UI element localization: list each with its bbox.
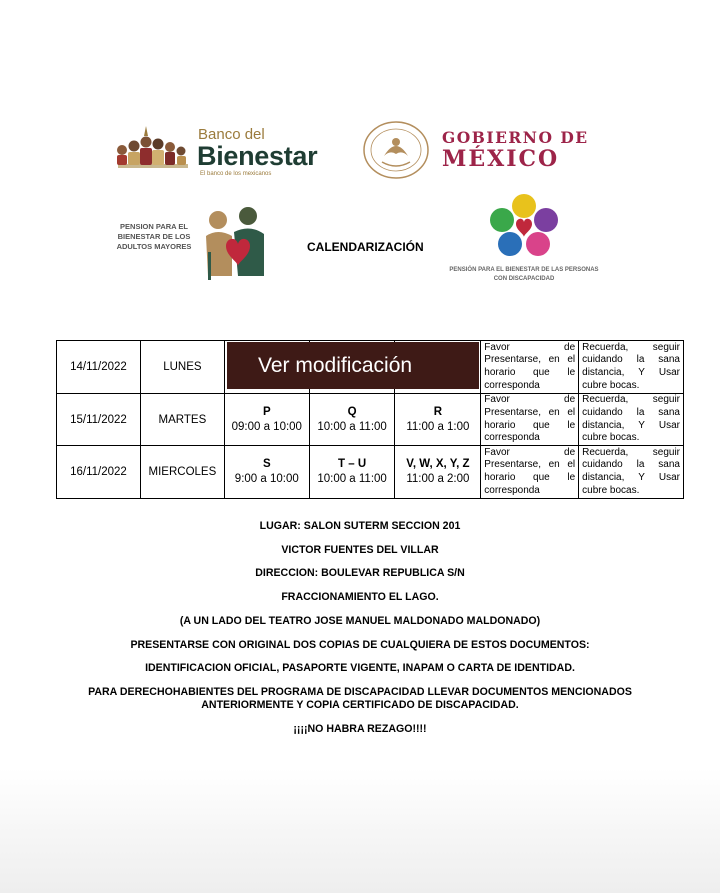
slot-cell <box>224 394 309 446</box>
info-documentos: IDENTIFICACION OFICIAL, PASAPORTE VIGENTE, INAPAM O CARTA DE IDENTIDAD. <box>145 662 575 675</box>
slot-letter: S <box>262 458 271 470</box>
slot-time: 11:00 a 2:00 <box>406 473 470 485</box>
table-row <box>57 446 684 499</box>
info-rezago: ¡¡¡¡NO HABRA REZAGO!!!! <box>293 722 427 735</box>
slot-time: 09:00 a 10:00 <box>231 420 302 433</box>
info-calle: VICTOR FUENTES DEL VILLAR <box>281 543 439 556</box>
banco-big-text: Bienestar <box>197 141 318 171</box>
day-cell: MARTES <box>140 394 224 446</box>
slot-cell <box>309 394 395 446</box>
date-cell: 14/11/2022 <box>57 341 141 394</box>
slot-letter: Q <box>347 405 357 418</box>
slot-cell <box>224 446 309 499</box>
note-presentarse: Favor de Presentarse, en el horario que le corresponda <box>481 394 579 446</box>
slot-cell <box>395 394 481 446</box>
slot-time: 11:00 a 1:00 <box>406 420 470 433</box>
info-fraccionamiento: FRACCIONAMIENTO EL LAGO. <box>281 591 439 604</box>
slot-time: 10:00 a 11:00 <box>317 420 387 433</box>
note-recuerda: Recuerda, seguir cuidando la sana distancia, Y Usar cubre bocas. <box>579 394 684 446</box>
gobierno-line1: GOBIERNO DE <box>442 128 589 147</box>
info-referencia: (A UN LADO DEL TEATRO JOSE MANUEL MALDONADO MALDONADO) <box>179 614 541 627</box>
slot-time: 10:00 a 11:00 <box>317 473 387 485</box>
info-lugar: LUGAR: SALON SUTERM SECCION 201 <box>259 520 461 532</box>
slot-letter: V, W, X, Y, Z <box>406 458 470 470</box>
banco-tagline: El banco de los mexicanos <box>200 171 272 177</box>
date-cell: 15/11/2022 <box>57 394 141 446</box>
slot-letter: T – U <box>338 458 367 470</box>
slot-letter: P <box>262 405 271 418</box>
note-recuerda: Recuerda, seguir cuidando la sana distancia, Y Usar cubre bocas. <box>579 341 684 394</box>
banco-small-text: Banco del <box>198 126 265 143</box>
slot-cell <box>395 446 481 499</box>
slot-time: 9:00 a 10:00 <box>234 473 299 485</box>
ver-modificacion-label: Ver modificación <box>258 353 413 377</box>
banco-bienestar-logo <box>108 120 338 180</box>
day-cell: LUNES <box>140 341 224 394</box>
slot-cell <box>309 446 395 499</box>
note-presentarse: Favor de Presentarse, en el horario que le corresponda <box>481 341 579 394</box>
info-direccion: DIRECCION: BOULEVAR REPUBLICA S/N <box>255 567 465 580</box>
discapacidad-icon <box>488 192 560 258</box>
note-recuerda: Recuerda, seguir cuidando la sana distancia, Y Usar cubre bocas. <box>579 446 684 499</box>
info-section <box>0 520 720 747</box>
note-presentarse: Favor de Presentarse, en el horario que le corresponda <box>481 446 579 499</box>
page-title: CALENDARIZACIÓN <box>307 240 424 254</box>
banco-people-icon <box>108 124 194 172</box>
mexico-seal-icon <box>362 120 430 180</box>
adultos-mayores-icon <box>198 206 273 282</box>
info-presentarse: PRESENTARSE CON ORIGINAL DOS COPIAS DE CUALQUIERA DE ESTOS DOCUMENTOS: <box>130 638 590 651</box>
gobierno-line2: MÉXICO <box>442 146 560 172</box>
adultos-mayores-label: PENSION PARA EL BIENESTAR DE LOS ADULTOS MAYORES <box>116 222 192 251</box>
info-discapacidad-1: PARA DERECHOHABIENTES DEL PROGRAMA DE DISCAPACIDAD LLEVAR DOCUMENTOS MENCIONADOS <box>88 685 632 698</box>
header-logos <box>0 112 720 182</box>
slot-letter: R <box>433 405 443 418</box>
ver-modificacion-button[interactable] <box>227 342 479 389</box>
date-cell: 16/11/2022 <box>57 446 141 499</box>
discapacidad-label: PENSIÓN PARA EL BIENESTAR DE LAS PERSONAS CON DISCAPACIDAD <box>449 267 599 282</box>
gobierno-mexico-logo <box>362 120 612 180</box>
info-discapacidad-2: ANTERIORMENTE Y COPIA CERTIFICADO DE DISCAPACIDAD. <box>201 699 519 712</box>
table-row <box>57 394 684 446</box>
program-logos <box>0 192 720 292</box>
day-cell: MIERCOLES <box>140 446 224 499</box>
